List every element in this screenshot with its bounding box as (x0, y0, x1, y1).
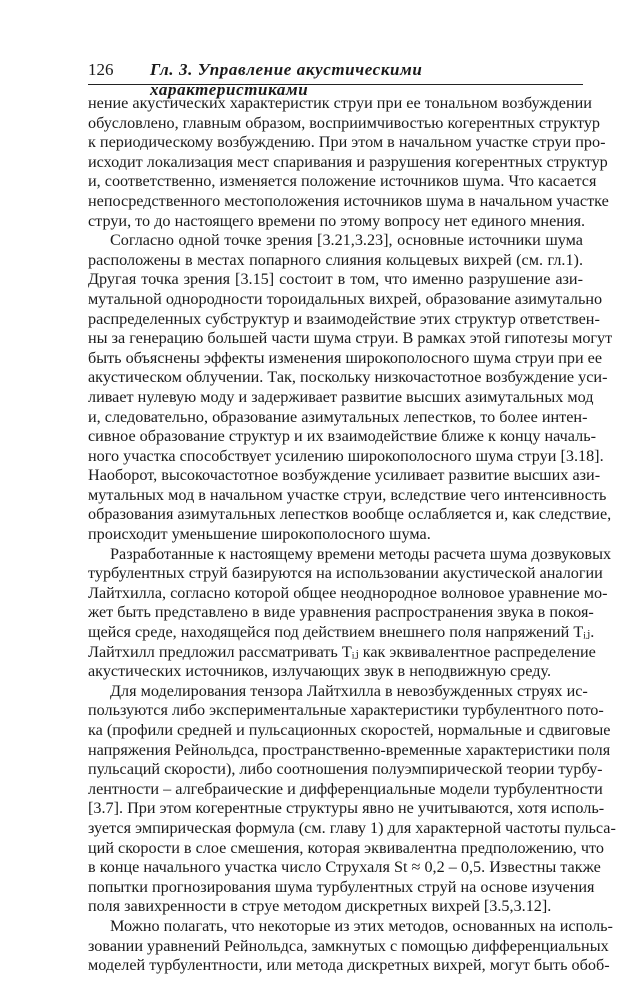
text-line: моделей турбулентности, или метода дискретных вихрей, могут быть обоб- (88, 956, 610, 975)
text-line: и, соответственно, изменяется положение источников шума. Что касается (88, 172, 597, 191)
text-line: ного участка способствует усилению широкополосного шума струи [3.18]. (88, 446, 604, 465)
page-number: 126 (88, 60, 114, 79)
text-line: исходит локализация мест спаривания и разрушения когерентных структур (88, 152, 608, 171)
text-line: расположены в местах попарного слияния кольцевых вихрей (см. гл.1). (88, 250, 583, 269)
text-line: происходит уменьшение широкополосного шума. (88, 525, 431, 544)
text-line: зуется эмпирическая формула (см. главу 1) для характерной частоты пульса- (88, 818, 616, 837)
text-line: в конце начального участка число Струхаля St ≈ 0,2 – 0,5. Известны также (88, 858, 601, 877)
text-line: быть объяснены эффекты изменения широкополосного шума струи при ее (88, 348, 603, 367)
text-line: поля завихренности в струе методом дискретных вихрей [3.5,3.12]. (88, 897, 552, 916)
text-line: к периодическому возбуждению. При этом в начальном участке струи про- (88, 133, 606, 152)
paragraph (88, 544, 612, 682)
text-line: ливает нулевую моду и задерживает развитие высших азимутальных мод (88, 387, 594, 406)
text-line: сивное образование структур и их взаимодействие ближе к концу началь- (88, 427, 596, 446)
text-line: Разработанные к настоящему времени методы расчета шума дозвуковых (110, 544, 612, 563)
text-line: пользуются либо экспериментальные характеристики турбулентного пото- (88, 701, 604, 720)
text-line: мутальных мод в начальном участке струи, вследствие чего интенсивность (88, 485, 607, 504)
text-line: нение акустических характеристик струи при ее тональном возбуждении (88, 94, 592, 112)
text-line: ны за генерацию большей части шума струи. В рамках этой гипотезы могут (88, 329, 613, 348)
paragraph (88, 681, 616, 917)
paragraph (88, 94, 609, 231)
text-line: попытки прогнозирования шума турбулентных струй на основе изучения (88, 877, 595, 896)
text-line: и, следовательно, образование азимутальных лепестков, то более интен- (88, 407, 588, 426)
text-line: Можно полагать, что некоторые из этих методов, основанных на исполь- (110, 916, 613, 935)
text-line: зовании уравнений Рейнольдса, замкнутых с помощью дифференциальных (88, 936, 609, 955)
text-line: струи, то до настоящего времени по этому вопросу нет единого мнения. (88, 211, 586, 230)
text-line: Лайтхилл предложил рассматривать Tᵢⱼ как эквивалентное распределение (88, 642, 596, 661)
text-line: обусловлено, главным образом, восприимчивостью когерентных структур (88, 113, 601, 132)
text-line: образования азимутальных лепестков вообще ослабляется и, как следствие, (88, 505, 612, 524)
text-line: лентности – алгебраические и дифференциальные модели турбулентности (88, 779, 603, 798)
text-line: Наоборот, высокочастотное возбуждение усиливает развитие высших ази- (88, 466, 601, 485)
text-line: ка (профили средней и пульсационных скоростей, нормальные и сдвиговые (88, 721, 611, 739)
text-line: Другая точка зрения [3.15] состоит в том, что именно разрушение ази- (88, 270, 583, 289)
text-line: акустических источников, излучающих звук в неподвижную среду. (88, 662, 552, 681)
text-line: Лайтхилла, согласно которой общее неоднородное волновое уравнение мо- (88, 583, 608, 602)
text-line: распределенных субструктур и взаимодействие этих структур ответствен- (88, 309, 600, 328)
text-line: Согласно одной точке зрения [3.21,3.23], основные источники шума (110, 231, 583, 250)
text-line: непосредственного местоположения источников шума в начальном участке (88, 191, 609, 210)
text-line: жет быть представлено в виде уравнения распространения звука в покоя- (88, 603, 594, 622)
paragraph (88, 916, 613, 976)
text-line: Для моделирования тензора Лайтхилла в невозбужденных струях ис- (110, 681, 588, 700)
running-title: Гл. 3. Управление акустическими характеристиками (150, 60, 423, 99)
running-header (88, 60, 583, 99)
paragraph (88, 231, 613, 545)
text-line: ций скорости в слое смешения, которая эквивалентна предположению, что (88, 838, 604, 857)
page-body (88, 94, 616, 976)
text-line: напряжения Рейнольдса, пространственно-временные характеристики поля (88, 740, 611, 759)
text-line: турбулентных струй базируются на использовании акустической аналогии (88, 564, 603, 583)
text-line: [3.7]. При этом когерентные структуры явно не учитываются, хотя исполь- (88, 799, 605, 818)
text-line: щейся среде, находящейся под действием внешнего поля напряжений Tᵢⱼ. (88, 623, 595, 642)
text-line: акустическом облучении. Так, поскольку низкочастотное возбуждение уси- (88, 368, 608, 387)
text-line: пульсаций скорости), либо соотношения полуэмпирической теории турбу- (88, 760, 603, 779)
text-line: мутальной однородности тороидальных вихрей, образование азимутально (88, 289, 603, 308)
